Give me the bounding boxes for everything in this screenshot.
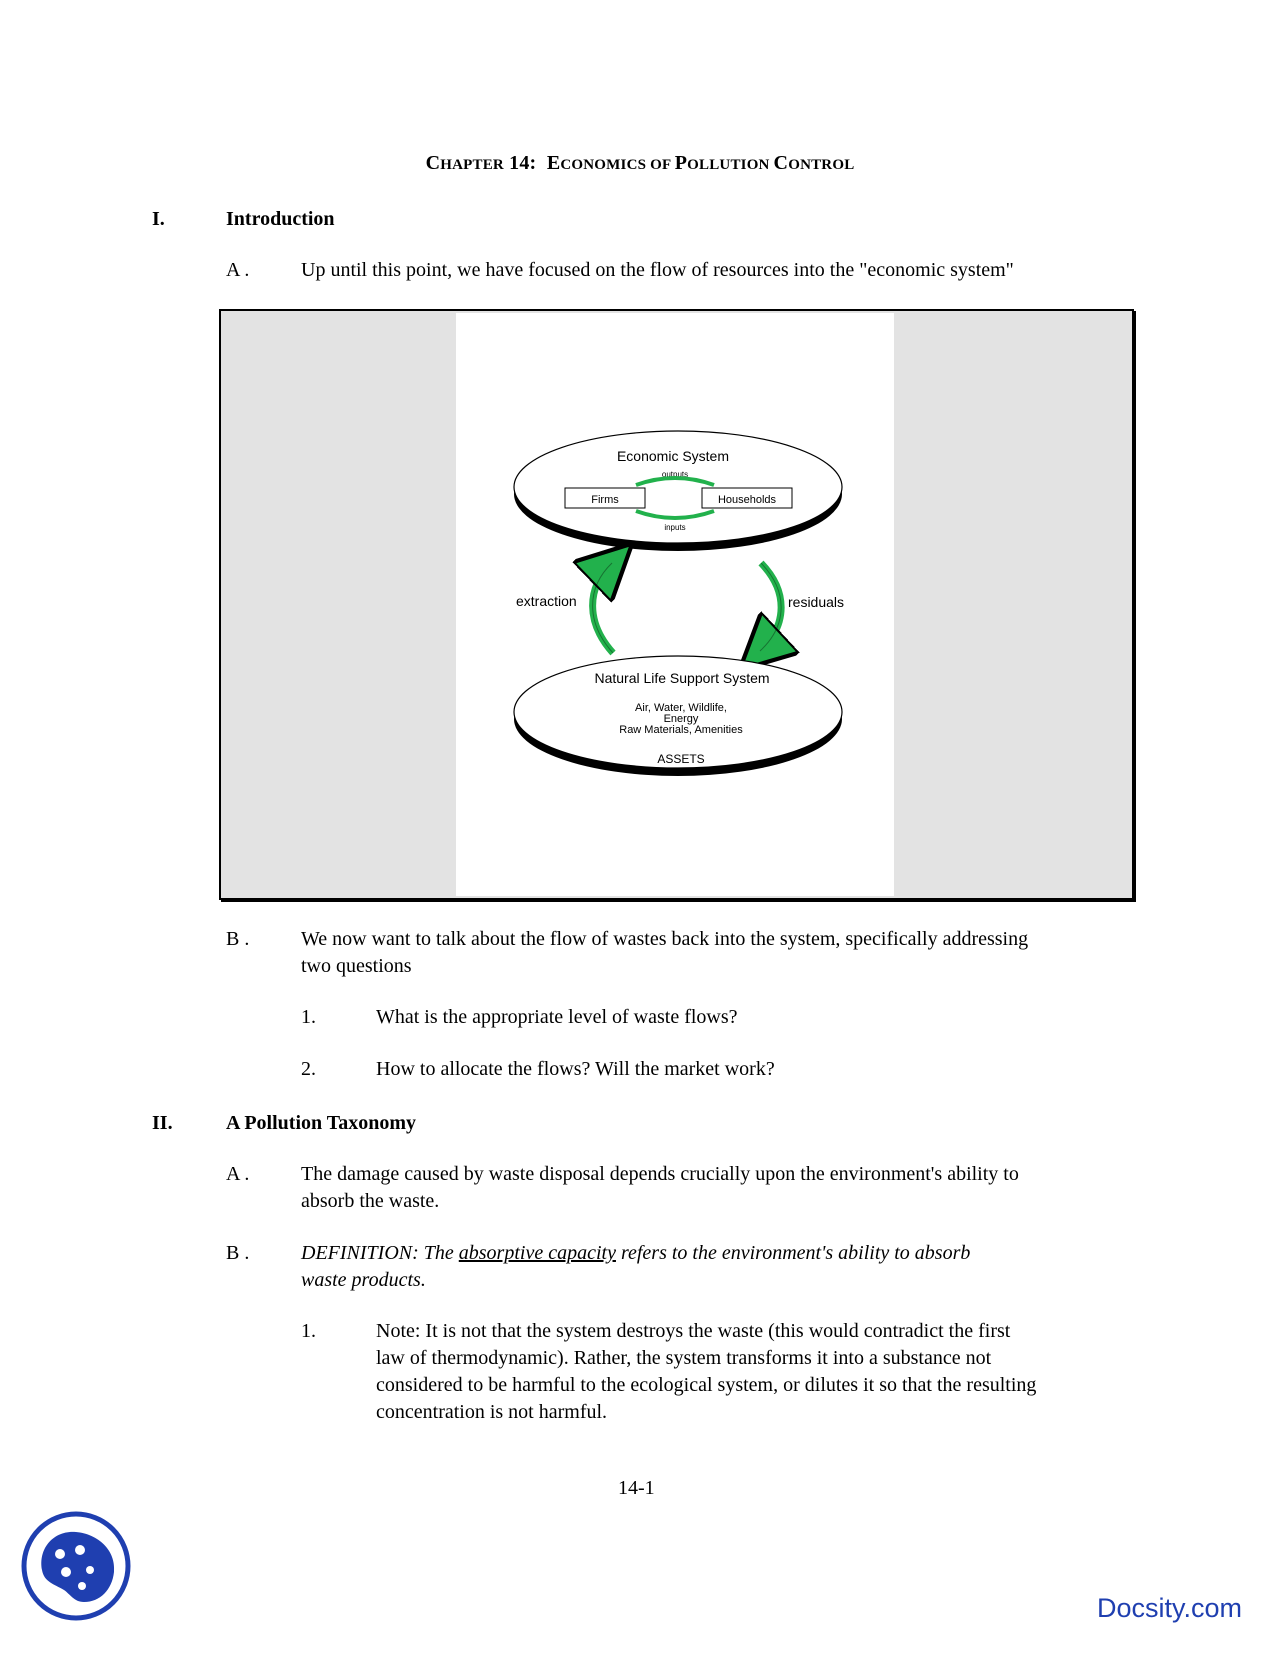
definition-line1: DEFINITION: The absorptive capacity refers to the environment's ability to absorb	[301, 1242, 971, 1264]
assets-line-3: Raw Materials, Amenities	[619, 724, 743, 736]
item-text-b-line1: We now want to talk about the flow of wastes back into the system, specifically addressing	[301, 928, 1029, 950]
note-line2: law of thermodynamic). Rather, the system transforms it into a substance not	[376, 1347, 992, 1369]
economic-system-label: Economic System	[616, 448, 730, 464]
note-number-1: 1.	[301, 1320, 316, 1342]
residuals-label: residuals	[788, 594, 845, 610]
outputs-label: outputs	[661, 470, 689, 479]
question-text-1: What is the appropriate level of waste flows?	[376, 1006, 738, 1028]
question-number-1: 1.	[301, 1006, 316, 1028]
note-line3: considered to be harmful to the ecological system, or dilutes it so that the resulting	[376, 1374, 1037, 1396]
extraction-label: extraction	[516, 593, 577, 609]
section-heading-introduction: Introduction	[226, 208, 335, 230]
natural-system-label: Natural Life Support System	[594, 670, 770, 686]
item-text-a2-line2: absorb the waste.	[301, 1190, 440, 1212]
docsity-brand-link[interactable]: Docsity.com	[1097, 1593, 1243, 1623]
note-line4: concentration is not harmful.	[376, 1401, 608, 1423]
item-text-b-line2: two questions	[301, 955, 412, 977]
assets-line-2: Energy	[663, 713, 699, 725]
diagram-canvas	[456, 313, 894, 896]
firms-label: Firms	[591, 494, 619, 506]
households-label: Households	[717, 494, 777, 506]
economic-flow-diagram	[219, 309, 1134, 900]
section-heading-pollution-taxonomy: A Pollution Taxonomy	[226, 1112, 417, 1134]
item-label-a-2: A .	[226, 1163, 250, 1185]
docsity-logo-icon[interactable]	[20, 1510, 132, 1622]
section-numeral-1: I.	[152, 208, 165, 230]
item-label-a: A .	[226, 259, 250, 281]
item-label-b-2: B .	[226, 1242, 250, 1264]
assets-line-1: Air, Water, Wildlife,	[635, 702, 727, 714]
page-number: 14-1	[618, 1477, 655, 1499]
inputs-label: inputs	[664, 523, 686, 532]
question-text-2: How to allocate the flows? Will the market work?	[376, 1058, 775, 1080]
item-label-b: B .	[226, 928, 250, 950]
question-number-2: 2.	[301, 1058, 316, 1080]
page-title: CHAPTER 14: ECONOMICS OF POLLUTION CONTROL	[425, 152, 855, 174]
item-text-a: Up until this point, we have focused on the flow of resources into the "economic system"	[301, 259, 1014, 281]
residuals-arrow	[760, 563, 781, 651]
item-text-a2-line1: The damage caused by waste disposal depends crucially upon the environment's ability to	[301, 1163, 1019, 1185]
note-line1: Note: It is not that the system destroys the waste (this would contradict the first	[376, 1320, 1011, 1342]
definition-line2: waste products.	[301, 1269, 426, 1291]
assets-label: ASSETS	[657, 752, 705, 766]
absorptive-capacity-term: absorptive capacity	[458, 1242, 616, 1264]
section-numeral-2: II.	[152, 1112, 173, 1134]
